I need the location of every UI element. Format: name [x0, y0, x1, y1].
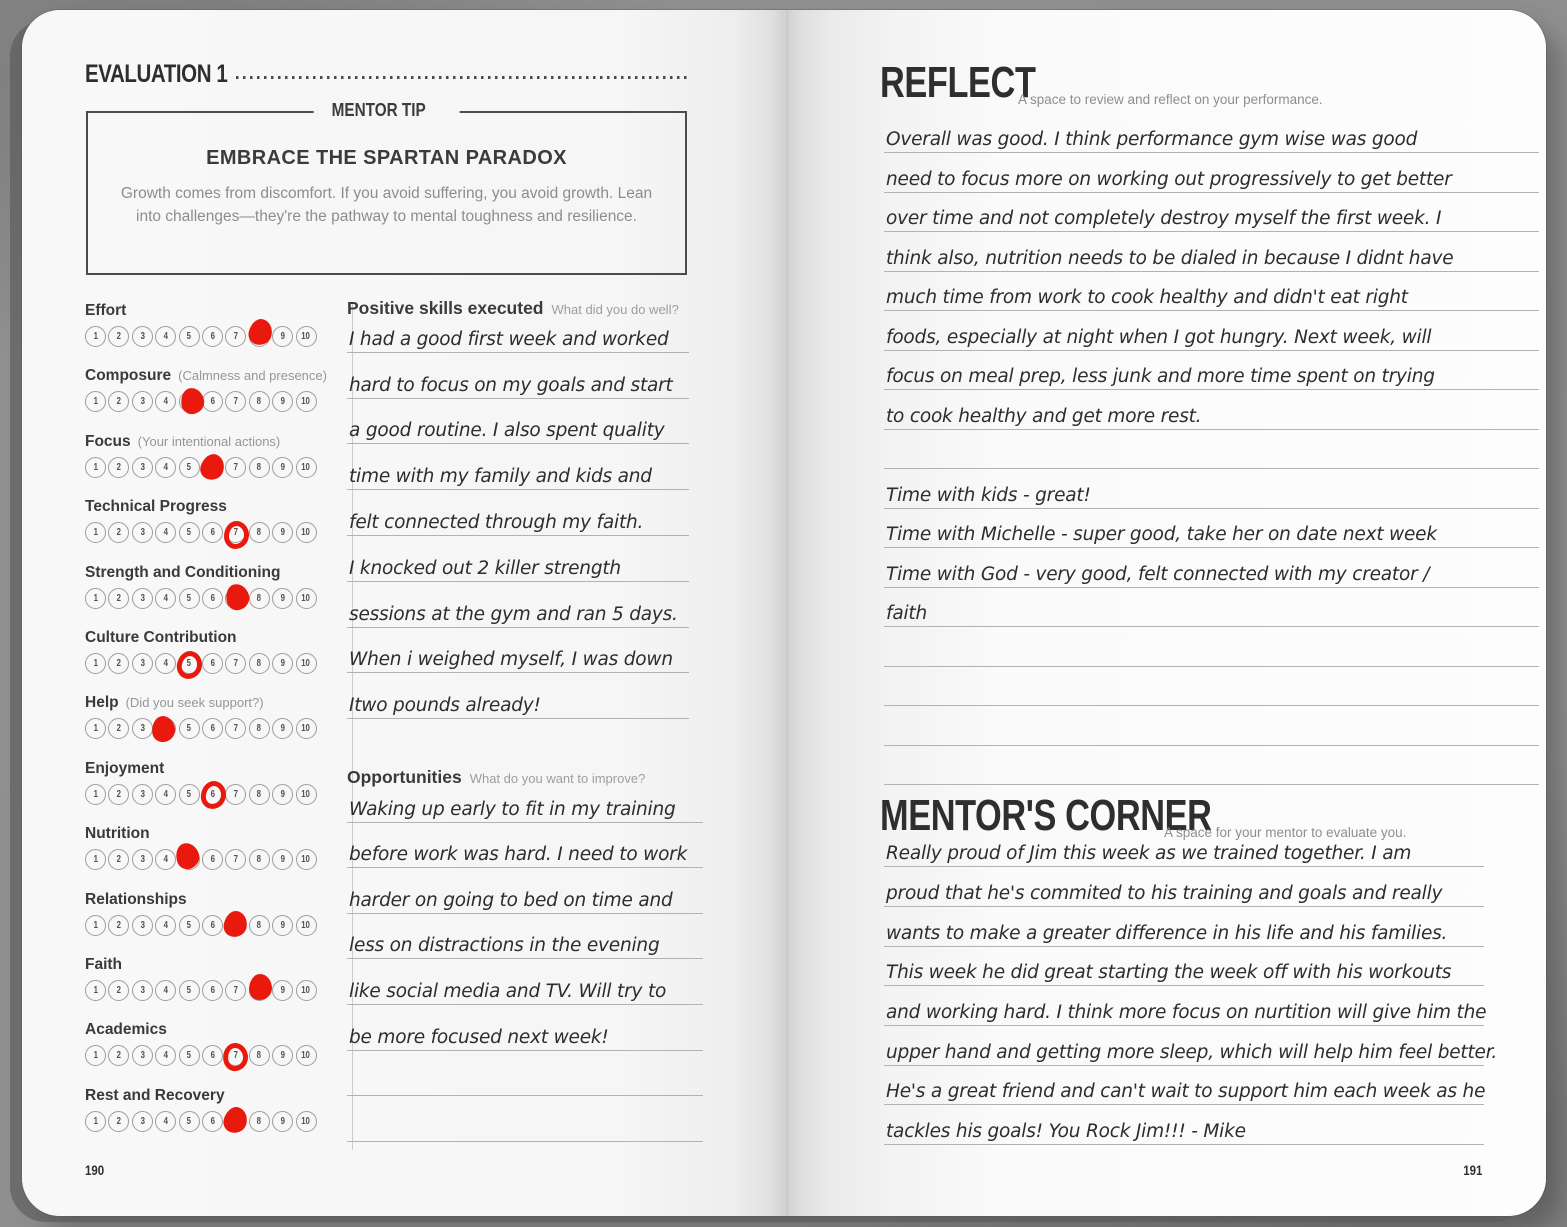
red-pen-mark	[249, 974, 272, 1000]
scale-circle: 1	[85, 457, 106, 478]
opportunities-prompt: What do you want to improve?	[469, 771, 646, 786]
rating-label: Relationships	[85, 890, 187, 908]
ruled-line	[884, 114, 1539, 154]
rating-composure	[85, 367, 335, 412]
rating-technical-progress	[85, 498, 335, 543]
ruled-line	[884, 588, 1539, 628]
rating-label-row	[85, 629, 335, 647]
scale-circle: 7	[225, 784, 246, 805]
scale-circle: 6	[202, 653, 223, 674]
handwritten-text: upper hand and getting more sleep, which will help him feel better.	[886, 1041, 1498, 1063]
scale-circle: 6	[202, 326, 223, 347]
scale-circle: 3	[132, 326, 153, 347]
scale-circle: 2	[108, 522, 129, 543]
rating-scale-row	[85, 784, 335, 805]
ruled-line	[884, 706, 1539, 746]
handwritten-text: hard to focus on my goals and start	[349, 374, 673, 396]
ruled-line	[884, 1066, 1484, 1106]
rating-scale-row	[85, 915, 335, 936]
handwritten-text: focus on meal prep, less junk and more time spent on trying	[886, 366, 1435, 388]
rating-culture-contribution	[85, 629, 335, 674]
ruled-line	[347, 353, 689, 399]
handwritten-text	[884, 466, 886, 468]
scale-circle: 6	[202, 849, 223, 870]
rating-label-row	[85, 694, 335, 712]
ruled-line	[884, 548, 1539, 588]
scale-circle: 3	[132, 1111, 153, 1132]
handwritten-text: like social media and TV. Will try to	[349, 980, 667, 1002]
scale-circle: 5	[179, 457, 200, 478]
scale-circle: 5	[179, 980, 200, 1001]
left-page-number-text: 190	[85, 1162, 105, 1178]
rating-label-row	[85, 891, 335, 909]
scale-circle: 1	[85, 653, 106, 674]
scale-circle: 8	[249, 391, 270, 412]
scale-circle: 3	[132, 653, 153, 674]
handwritten-text: He's a great friend and can't wait to support him each week as he	[886, 1081, 1486, 1103]
rating-effort	[85, 302, 335, 347]
ruled-line	[347, 536, 689, 582]
red-pen-mark	[224, 581, 253, 612]
scale-circle: 2	[108, 980, 129, 1001]
reflect-subtitle: A space to review and reflect on your performance.	[1018, 92, 1323, 107]
scale-circle: 9	[272, 980, 293, 1001]
handwritten-text: felt connected through my faith.	[349, 511, 644, 533]
ruled-line	[347, 444, 689, 490]
scale-circle: 1	[85, 915, 106, 936]
rating-rest-and-recovery	[85, 1087, 335, 1132]
rating-scale-row	[85, 326, 335, 347]
scale-circle: 8	[249, 718, 270, 739]
ruled-line	[347, 868, 703, 914]
scale-circle: 1	[85, 849, 106, 870]
rating-label-row	[85, 760, 335, 778]
handwritten-text	[884, 743, 886, 745]
scale-circle: 3	[132, 718, 153, 739]
mentor-tip-box	[86, 100, 687, 275]
rating-note: (Your intentional actions)	[137, 433, 281, 449]
rating-label-row	[85, 1021, 335, 1039]
ruled-line	[347, 1051, 703, 1097]
scale-circle: 1	[85, 1045, 106, 1066]
rating-scale-row	[85, 980, 335, 1001]
scale-circle: 6	[202, 1045, 223, 1066]
scale-circle: 1	[85, 588, 106, 609]
mentors-corner-subtitle: A space for your mentor to evaluate you.	[1164, 825, 1407, 840]
ruled-line	[884, 153, 1539, 193]
handwritten-text: I knocked out 2 killer strength	[349, 557, 621, 579]
rating-help	[85, 694, 335, 739]
handwritten-text: Time with kids - great!	[886, 484, 1091, 506]
scale-circle: 7	[225, 980, 246, 1001]
handwritten-text: Waking up early to fit in my training	[349, 798, 676, 820]
scale-circle: 7	[225, 391, 246, 412]
scale-circle: 1	[85, 980, 106, 1001]
handwritten-text: much time from work to cook healthy and didn't eat right	[886, 287, 1408, 309]
ruled-line	[347, 582, 689, 628]
handwritten-text: less on distractions in the evening	[349, 935, 660, 957]
ruled-line	[884, 667, 1539, 707]
scale-circle: 6	[202, 915, 223, 936]
scale-circle: 10	[296, 457, 317, 478]
scale-circle: 7	[225, 718, 246, 739]
ruled-line	[347, 399, 689, 445]
scale-circle: 10	[296, 391, 317, 412]
rating-label-row	[85, 1087, 335, 1105]
scale-circle: 1	[85, 326, 106, 347]
scale-circle: 6	[202, 718, 223, 739]
scale-circle: 10	[296, 718, 317, 739]
handwritten-text: a good routine. I also spent quality	[349, 420, 665, 442]
scale-circle: 8	[249, 522, 270, 543]
rating-faith	[85, 956, 335, 1001]
scale-circle: 9	[272, 1111, 293, 1132]
scale-circle: 6	[202, 784, 223, 805]
scale-circle: 4	[155, 522, 176, 543]
scale-circle: 4	[155, 849, 176, 870]
ruled-line	[884, 311, 1539, 351]
scale-circle: 5	[179, 915, 200, 936]
rating-academics	[85, 1021, 335, 1066]
scale-circle: 5	[179, 718, 200, 739]
scale-circle: 2	[108, 588, 129, 609]
rating-label-row	[85, 956, 335, 974]
rating-label: Nutrition	[85, 825, 150, 843]
scale-circle: 5	[179, 784, 200, 805]
red-pen-mark	[222, 1104, 251, 1135]
ruled-line	[884, 627, 1539, 667]
rating-enjoyment	[85, 760, 335, 805]
scale-circle: 4	[155, 1045, 176, 1066]
scale-circle: 10	[296, 653, 317, 674]
scale-circle: 10	[296, 849, 317, 870]
journal-book	[22, 10, 1546, 1216]
ruled-line	[347, 777, 703, 823]
handwritten-text: wants to make a greater difference in his life and his families.	[886, 922, 1448, 944]
right-page-number	[1430, 1162, 1482, 1178]
page-title	[85, 60, 259, 89]
scale-circle: 2	[108, 653, 129, 674]
ruled-line	[347, 1005, 703, 1051]
handwritten-text: tackles his goals! You Rock Jim!!! - Mike	[886, 1121, 1246, 1142]
scale-circle: 2	[108, 915, 129, 936]
rating-relationships	[85, 891, 335, 936]
red-pen-mark	[172, 841, 201, 872]
scale-circle: 9	[272, 457, 293, 478]
rating-scale-row	[85, 588, 335, 609]
scale-circle: 8	[249, 1111, 270, 1132]
scale-circle: 8	[249, 849, 270, 870]
mentor-tip-legend	[313, 100, 460, 121]
reflect-title-text: REFLECT	[880, 58, 1036, 107]
handwritten-text: foods, especially at night when I got hungry. Next week, will	[886, 326, 1432, 348]
scale-circle: 4	[155, 784, 176, 805]
handwritten-text: and working hard. I think more focus on nurtition will give him the	[886, 1001, 1487, 1023]
rating-label: Strength and Conditioning	[85, 563, 281, 581]
scale-circle: 2	[108, 1111, 129, 1132]
rating-label: Faith	[85, 956, 123, 973]
scale-circle: 10	[296, 915, 317, 936]
scale-circle: 2	[108, 718, 129, 739]
handwritten-text: Itwo pounds already!	[349, 695, 541, 717]
scale-circle: 7	[225, 522, 246, 543]
rating-label: Composure	[85, 367, 172, 385]
scale-circle: 6	[202, 522, 223, 543]
handwritten-text: Really proud of Jim this week as we trained together. I am	[886, 843, 1412, 865]
scale-circle: 4	[155, 915, 176, 936]
dotted-rule	[236, 76, 688, 79]
rating-scale-row	[85, 718, 335, 739]
scale-circle: 10	[296, 784, 317, 805]
ruled-line	[884, 1026, 1498, 1066]
ruled-line	[347, 490, 689, 536]
rating-scale-row	[85, 653, 335, 674]
red-pen-mark	[179, 387, 206, 417]
scale-circle: 8	[249, 1045, 270, 1066]
ruled-line	[347, 823, 703, 869]
scale-circle: 10	[296, 326, 317, 347]
handwritten-text: proud that he's commited to his training and goals and really	[886, 882, 1443, 904]
scale-circle: 9	[272, 326, 293, 347]
scale-circle: 9	[272, 1045, 293, 1066]
handwritten-text: This week he did great starting the week off with his workouts	[886, 962, 1452, 984]
handwritten-text: before work was hard. I need to work	[349, 844, 688, 866]
scale-circle: 1	[85, 522, 106, 543]
handwritten-text: think also, nutrition needs to be dialed in because I didnt have	[886, 247, 1454, 269]
scale-circle: 4	[155, 653, 176, 674]
red-pen-mark	[222, 909, 249, 939]
ruled-line	[884, 907, 1484, 947]
ruled-line	[347, 1096, 703, 1142]
handwritten-text	[884, 782, 886, 784]
scale-circle: 3	[132, 980, 153, 1001]
scale-circle: 9	[272, 784, 293, 805]
scale-circle: 4	[155, 457, 176, 478]
scale-circle: 6	[202, 391, 223, 412]
rating-note: (Calmness and presence)	[178, 368, 327, 384]
ruled-line	[884, 746, 1539, 786]
red-pen-mark	[224, 521, 249, 549]
mentor-tip-heading: EMBRACE THE SPARTAN PARADOX	[206, 147, 567, 169]
scale-circle: 3	[132, 391, 153, 412]
rating-label: Help	[85, 694, 119, 712]
ruled-line	[884, 272, 1539, 312]
handwritten-text: Time with Michelle - super good, take her on date next week	[886, 524, 1437, 546]
ruled-line	[884, 390, 1539, 430]
scale-circle: 1	[85, 784, 106, 805]
scale-circle: 4	[155, 980, 176, 1001]
rating-label: Academics	[85, 1021, 167, 1039]
scale-circle: 9	[272, 391, 293, 412]
handwritten-text	[347, 1139, 349, 1141]
rating-focus	[85, 433, 335, 478]
ruled-line	[884, 1105, 1484, 1145]
rating-scale-row	[85, 849, 335, 870]
ruled-line	[884, 232, 1539, 272]
mentor-tip-body: Growth comes from discomfort. If you avoid suffering, you avoid growth. Lean into challenges—they're the pathway to mental toughness and resilience.	[120, 185, 653, 226]
scale-circle: 8	[249, 915, 270, 936]
ruled-line	[347, 914, 703, 960]
opportunities-lines	[347, 777, 703, 1142]
rating-scale-row	[85, 457, 335, 478]
scale-circle: 5	[179, 1045, 200, 1066]
scale-circle: 7	[225, 653, 246, 674]
ruled-line	[884, 828, 1484, 868]
rating-scale-row	[85, 391, 335, 412]
handwritten-text	[347, 1093, 349, 1095]
left-page-number	[85, 1162, 108, 1178]
scale-circle: 5	[179, 522, 200, 543]
rating-label: Focus	[85, 432, 131, 450]
scale-circle: 6	[202, 980, 223, 1001]
left-page	[22, 10, 787, 1216]
ruled-line	[884, 469, 1539, 509]
scale-circle: 1	[85, 718, 106, 739]
scale-circle: 10	[296, 1045, 317, 1066]
mentor-tip-legend-text: MENTOR TIP	[331, 100, 426, 120]
handwritten-text: need to focus more on working out progressively to get better	[886, 168, 1452, 190]
handwritten-text: to cook healthy and get more rest.	[886, 405, 1202, 427]
rating-label: Technical Progress	[85, 498, 227, 516]
positive-skills-lines	[347, 307, 689, 719]
scale-circle: 8	[249, 457, 270, 478]
rating-scale-row	[85, 522, 335, 543]
handwritten-text: be more focused next week!	[349, 1026, 609, 1048]
rating-scale-row	[85, 1045, 335, 1066]
scale-circle: 5	[179, 326, 200, 347]
scale-circle: 3	[132, 915, 153, 936]
ruled-line	[884, 509, 1539, 549]
scale-circle: 5	[179, 588, 200, 609]
red-pen-mark	[200, 780, 228, 810]
ruled-line	[347, 628, 689, 674]
rating-label-row	[85, 564, 335, 582]
ruled-line	[884, 867, 1484, 907]
scale-circle: 7	[225, 457, 246, 478]
scale-circle: 7	[225, 849, 246, 870]
rating-nutrition	[85, 825, 335, 870]
scale-circle: 1	[85, 391, 106, 412]
ruled-line	[347, 307, 689, 353]
scale-circle: 10	[296, 588, 317, 609]
scale-circle: 9	[272, 849, 293, 870]
scale-circle: 1	[85, 1111, 106, 1132]
scale-circle: 4	[155, 391, 176, 412]
positive-skills-prompt: What did you do well?	[551, 302, 679, 317]
handwritten-text: sessions at the gym and ran 5 days.	[349, 603, 678, 625]
ruled-line	[347, 959, 703, 1005]
handwritten-text: Time with God - very good, felt connected with my creator /	[886, 563, 1430, 585]
rating-label: Effort	[85, 302, 127, 319]
scale-circle: 5	[179, 653, 200, 674]
ruled-line	[884, 986, 1487, 1026]
scale-circle: 8	[249, 588, 270, 609]
handwritten-text: harder on going to bed on time and	[349, 889, 673, 911]
opportunities-title: Opportunities	[347, 767, 462, 787]
right-page-number-text: 191	[1462, 1162, 1482, 1178]
scale-circle: 4	[155, 1111, 176, 1132]
scale-circle: 7	[225, 1045, 246, 1066]
ruled-line	[884, 193, 1539, 233]
mentors-corner-lines	[884, 828, 1498, 1146]
red-pen-mark	[222, 1042, 251, 1073]
handwritten-text: Overall was good. I think performance gym wise was good	[886, 129, 1418, 151]
scale-circle: 6	[202, 1111, 223, 1132]
scale-circle: 9	[272, 588, 293, 609]
scale-circle: 9	[272, 718, 293, 739]
scale-circle: 9	[272, 915, 293, 936]
scale-circle: 2	[108, 457, 129, 478]
rating-label: Culture Contribution	[85, 629, 237, 646]
handwritten-text	[884, 664, 886, 666]
scale-circle: 6	[202, 588, 223, 609]
scale-circle: 10	[296, 522, 317, 543]
ruled-line	[884, 351, 1539, 391]
rating-scale-row	[85, 1111, 335, 1132]
rating-note: (Did you seek support?)	[125, 695, 264, 711]
rating-label-row	[85, 498, 335, 516]
rating-label-row	[85, 367, 335, 385]
handwritten-text: faith	[886, 603, 927, 625]
scale-circle: 7	[225, 326, 246, 347]
scale-circle: 3	[132, 784, 153, 805]
ruled-line	[347, 673, 689, 719]
scale-circle: 2	[108, 849, 129, 870]
rating-label-row	[85, 302, 335, 320]
positive-skills-title: Positive skills executed	[347, 298, 544, 318]
scale-circle: 4	[155, 326, 176, 347]
scale-circle: 2	[108, 391, 129, 412]
scale-circle: 3	[132, 849, 153, 870]
scale-circle: 2	[108, 326, 129, 347]
scale-circle: 2	[108, 784, 129, 805]
scale-circle: 8	[249, 784, 270, 805]
page-title-text: EVALUATION 1	[85, 60, 228, 88]
scale-circle: 3	[132, 457, 153, 478]
rating-label-row	[85, 825, 335, 843]
scale-circle: 10	[296, 980, 317, 1001]
handwritten-text	[884, 703, 886, 705]
handwritten-text: I had a good first week and worked	[349, 328, 669, 350]
handwritten-text: over time and not completely destroy myself the first week. I	[886, 208, 1442, 230]
scale-circle: 3	[132, 588, 153, 609]
rating-strength-and-conditioning	[85, 564, 335, 609]
ruled-line	[884, 430, 1539, 470]
scale-circle: 5	[179, 1111, 200, 1132]
scale-circle: 9	[272, 653, 293, 674]
red-pen-mark	[175, 649, 204, 680]
scale-circle: 2	[108, 1045, 129, 1066]
scale-circle: 3	[132, 1045, 153, 1066]
handwritten-text: When i weighed myself, I was down	[349, 649, 673, 671]
scale-circle: 9	[272, 522, 293, 543]
reflect-lines	[884, 114, 1539, 786]
rating-label: Rest and Recovery	[85, 1086, 225, 1104]
handwritten-text: time with my family and kids and	[349, 466, 652, 488]
ruled-line	[884, 947, 1484, 987]
scale-circle: 3	[132, 522, 153, 543]
mentors-corner-title-text: MENTOR'S CORNER	[880, 791, 1212, 840]
red-pen-mark	[198, 451, 228, 483]
scale-circle: 4	[155, 588, 176, 609]
rating-label: Enjoyment	[85, 759, 165, 777]
rating-label-row	[85, 433, 335, 451]
scale-circle: 8	[249, 653, 270, 674]
scale-circle: 10	[296, 1111, 317, 1132]
